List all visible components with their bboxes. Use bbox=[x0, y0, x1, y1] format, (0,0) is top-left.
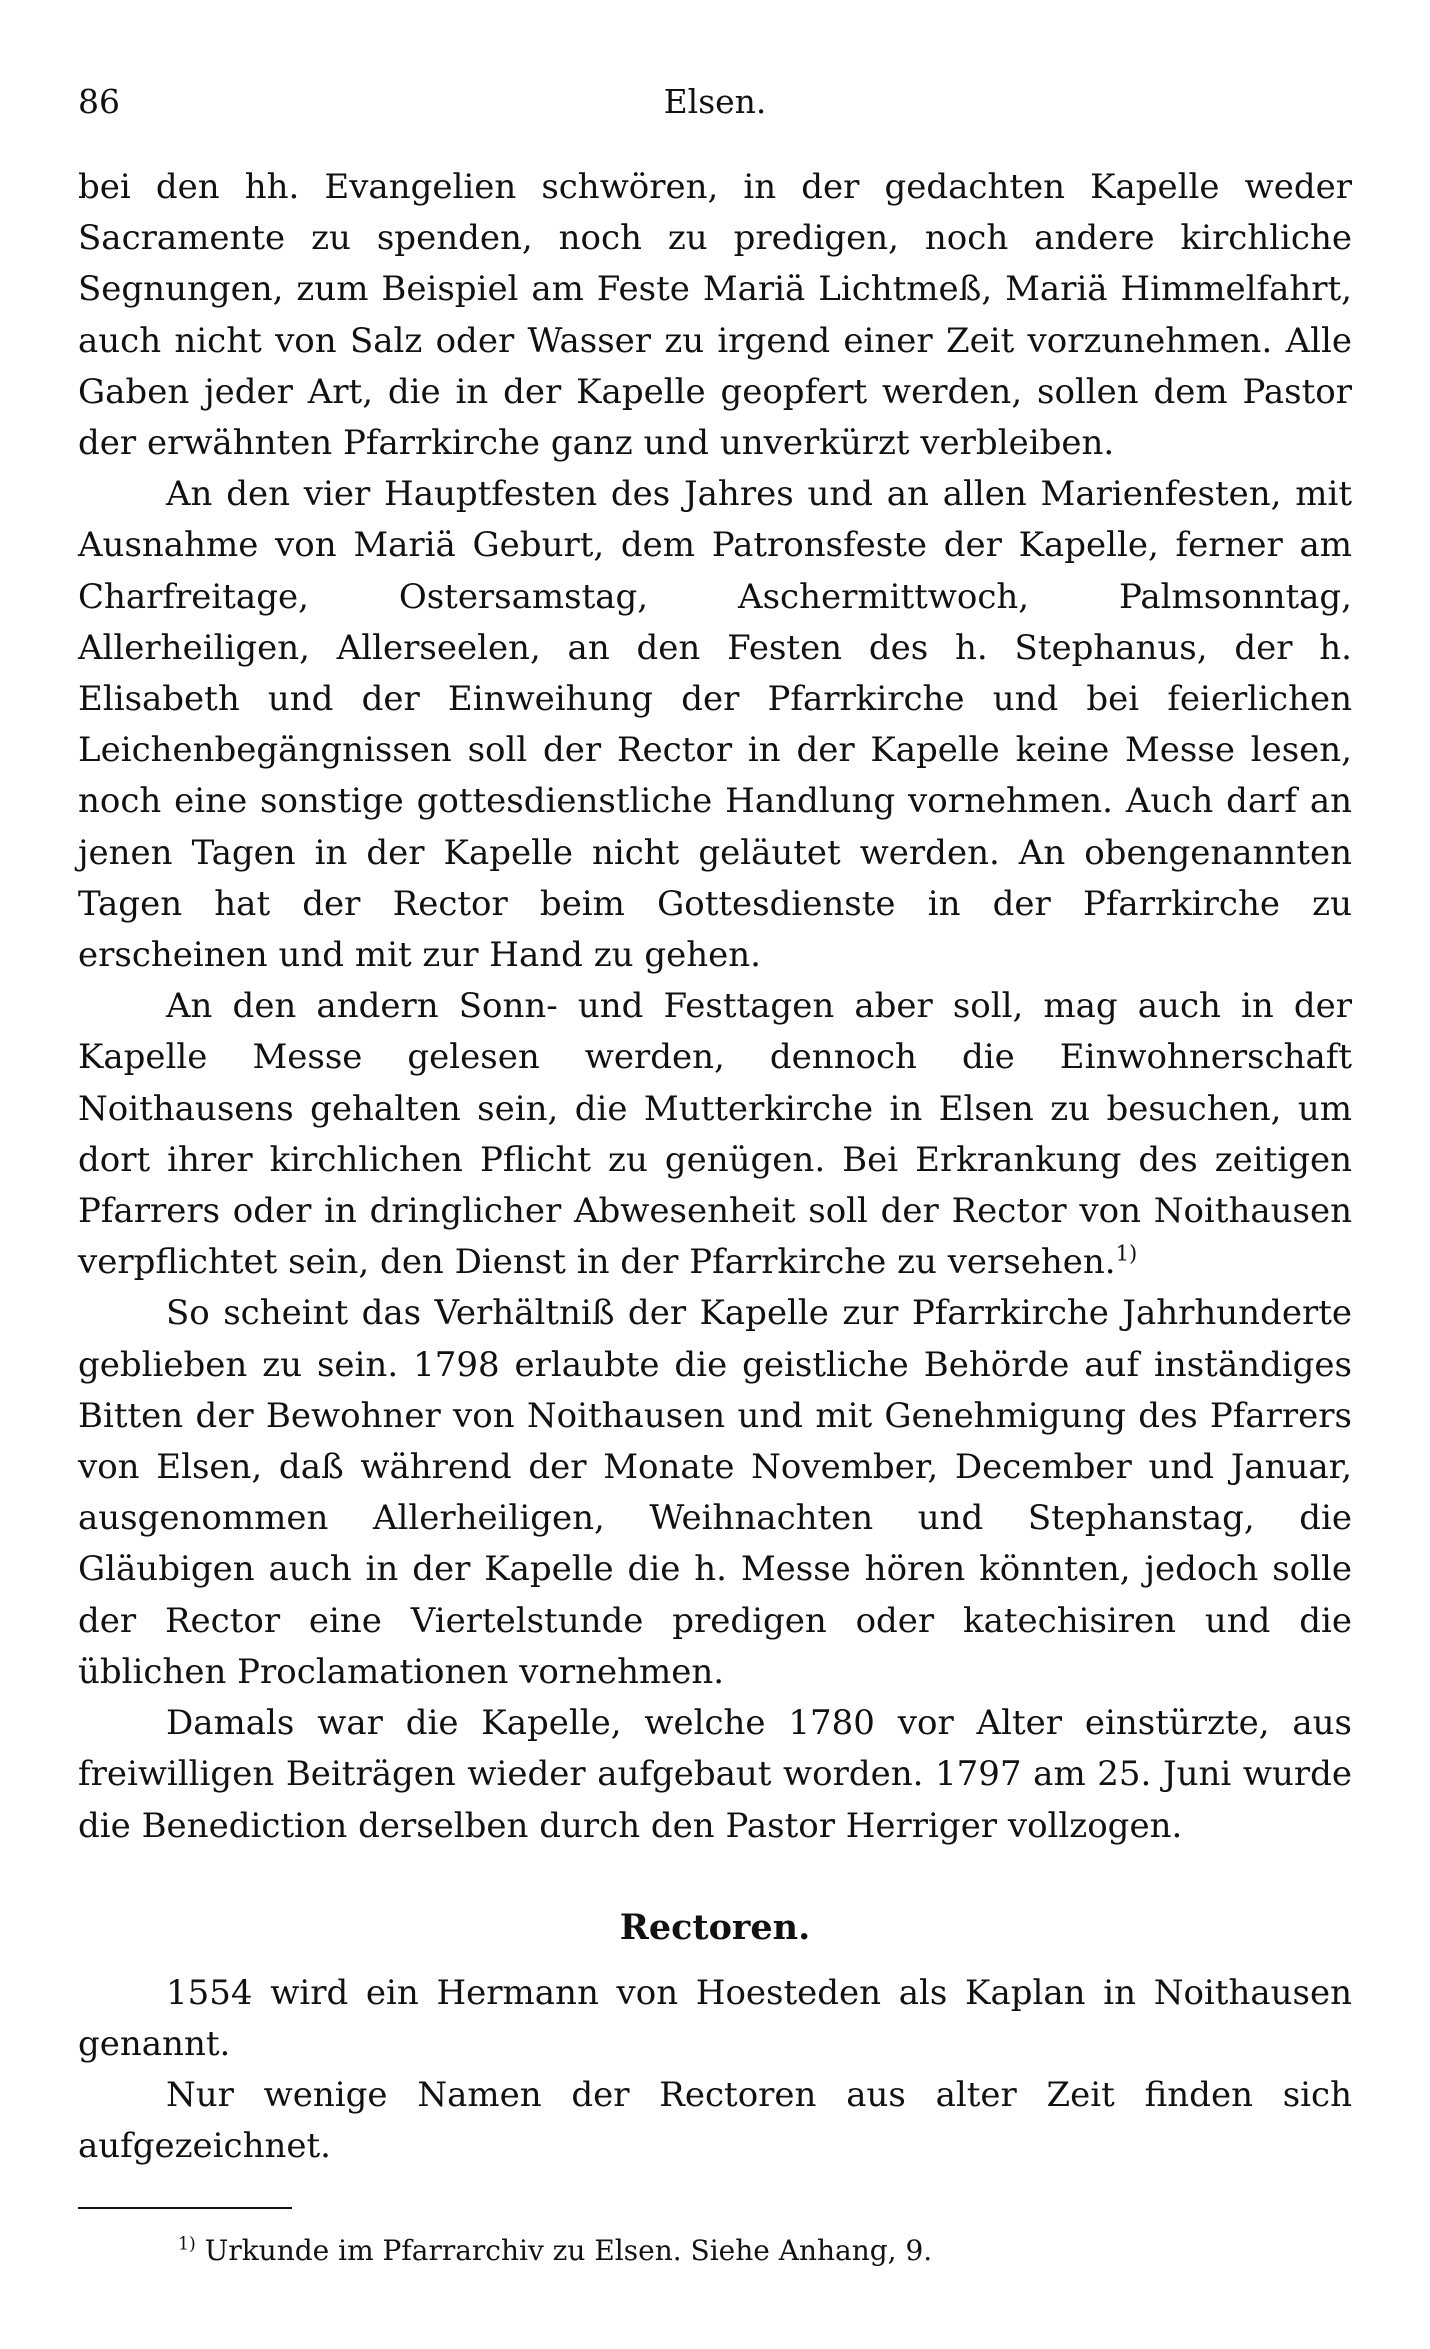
paragraph-2: An den vier Hauptfesten des Jahres und an allen Marienfesten, mit Ausnahme von Mariä Geburt, dem Patronsfeste der Kapelle, ferner am Charfreitage, Ostersamstag, Aschermittwoch, Palmsonntag, Allerheiligen, Allerseelen, an den Festen des h. Stephanus, der h. Elisabeth und der Einweihung der Pfarrkirche und bei feierlichen Leichenbegängnissen soll der Rector in der Kapelle keine Messe lesen, noch eine sonstige gottesdienstliche Handlung vornehmen. Auch darf an jenen Tagen in der Kapelle nicht geläutet werden. An obengenannten Tagen hat der Rector beim Gottesdienste in der Pfarrkirche zu erscheinen und mit zur Hand zu gehen. bbox=[78, 474, 1352, 976]
paragraph-1: bei den hh. Evangelien schwören, in der gedachten Kapelle weder Sacramente zu spenden, noch zu predigen, noch andere kirchliche Segnungen, zum Beispiel am Feste Mariä Lichtmeß, Mariä Himmelfahrt, auch nicht von Salz oder Wasser zu irgend einer Zeit vorzunehmen. Alle Gaben jeder Art, die in der Kapelle geopfert werden, sollen dem Pastor der erwähnten Pfarrkirche ganz und unverkürzt verbleiben. bbox=[78, 167, 1352, 464]
document-page bbox=[78, 70, 1352, 2320]
paragraph-3 bbox=[78, 981, 1352, 1288]
footnote-text: Urkunde im Pfarrarchiv zu Elsen. Siehe Anhang, 9. bbox=[204, 2233, 933, 2267]
running-title: Elsen. bbox=[663, 82, 767, 121]
paragraph-5: Damals war die Kapelle, welche 1780 vor Alter einstürzte, aus freiwilligen Beiträgen wieder aufgebaut worden. 1797 am 25. Juni wurde die Benediction derselben durch den Pastor Herriger vollzogen. bbox=[78, 1703, 1352, 1846]
body-text bbox=[78, 162, 1352, 2173]
paragraph-3-text: An den andern Sonn- und Festtagen aber soll, mag auch in der Kapelle Messe gelesen werden, dennoch die Einwohnerschaft Noithausens gehalten sein, die Mutterkirche in Elsen zu besuchen, um dort ihrer kirchlichen Pflicht zu genügen. Bei Erkrankung des zeitigen Pfarrers oder in dringlicher Abwesenheit soll der Rector von Noithausen verpflichtet sein, den Dienst in der Pfarrkirche zu versehen. bbox=[78, 986, 1352, 1283]
paragraph-4: So scheint das Verhältniß der Kapelle zur Pfarrkirche Jahrhunderte geblieben zu sein. 1798 erlaubte die geistliche Behörde auf inständiges Bitten der Bewohner von Noithausen und mit Genehmigung des Pfarrers von Elsen, daß während der Monate November, December und Januar, ausgenommen Allerheiligen, Weihnachten und Stephanstag, die Gläubigen auch in der Kapelle die h. Messe hören könnten, jedoch solle der Rector eine Viertelstunde predigen oder katechisiren und die üblichen Proclamationen vornehmen. bbox=[78, 1293, 1352, 1692]
page-number: 86 bbox=[78, 82, 120, 121]
page-header bbox=[78, 70, 1352, 126]
section-paragraph-2: Nur wenige Namen der Rectoren aus alter Zeit finden sich aufgezeichnet. bbox=[78, 2075, 1352, 2167]
footnote bbox=[78, 2231, 1352, 2271]
footnote-divider bbox=[78, 2207, 292, 2209]
section-heading-rectoren: Rectoren. bbox=[619, 1906, 811, 1948]
footnote-reference[interactable]: 1) bbox=[1115, 1240, 1138, 1266]
section-paragraph-1: 1554 wird ein Hermann von Hoesteden als Kaplan in Noithausen genannt. bbox=[78, 1972, 1352, 2064]
footnote-marker: 1) bbox=[178, 2234, 196, 2255]
